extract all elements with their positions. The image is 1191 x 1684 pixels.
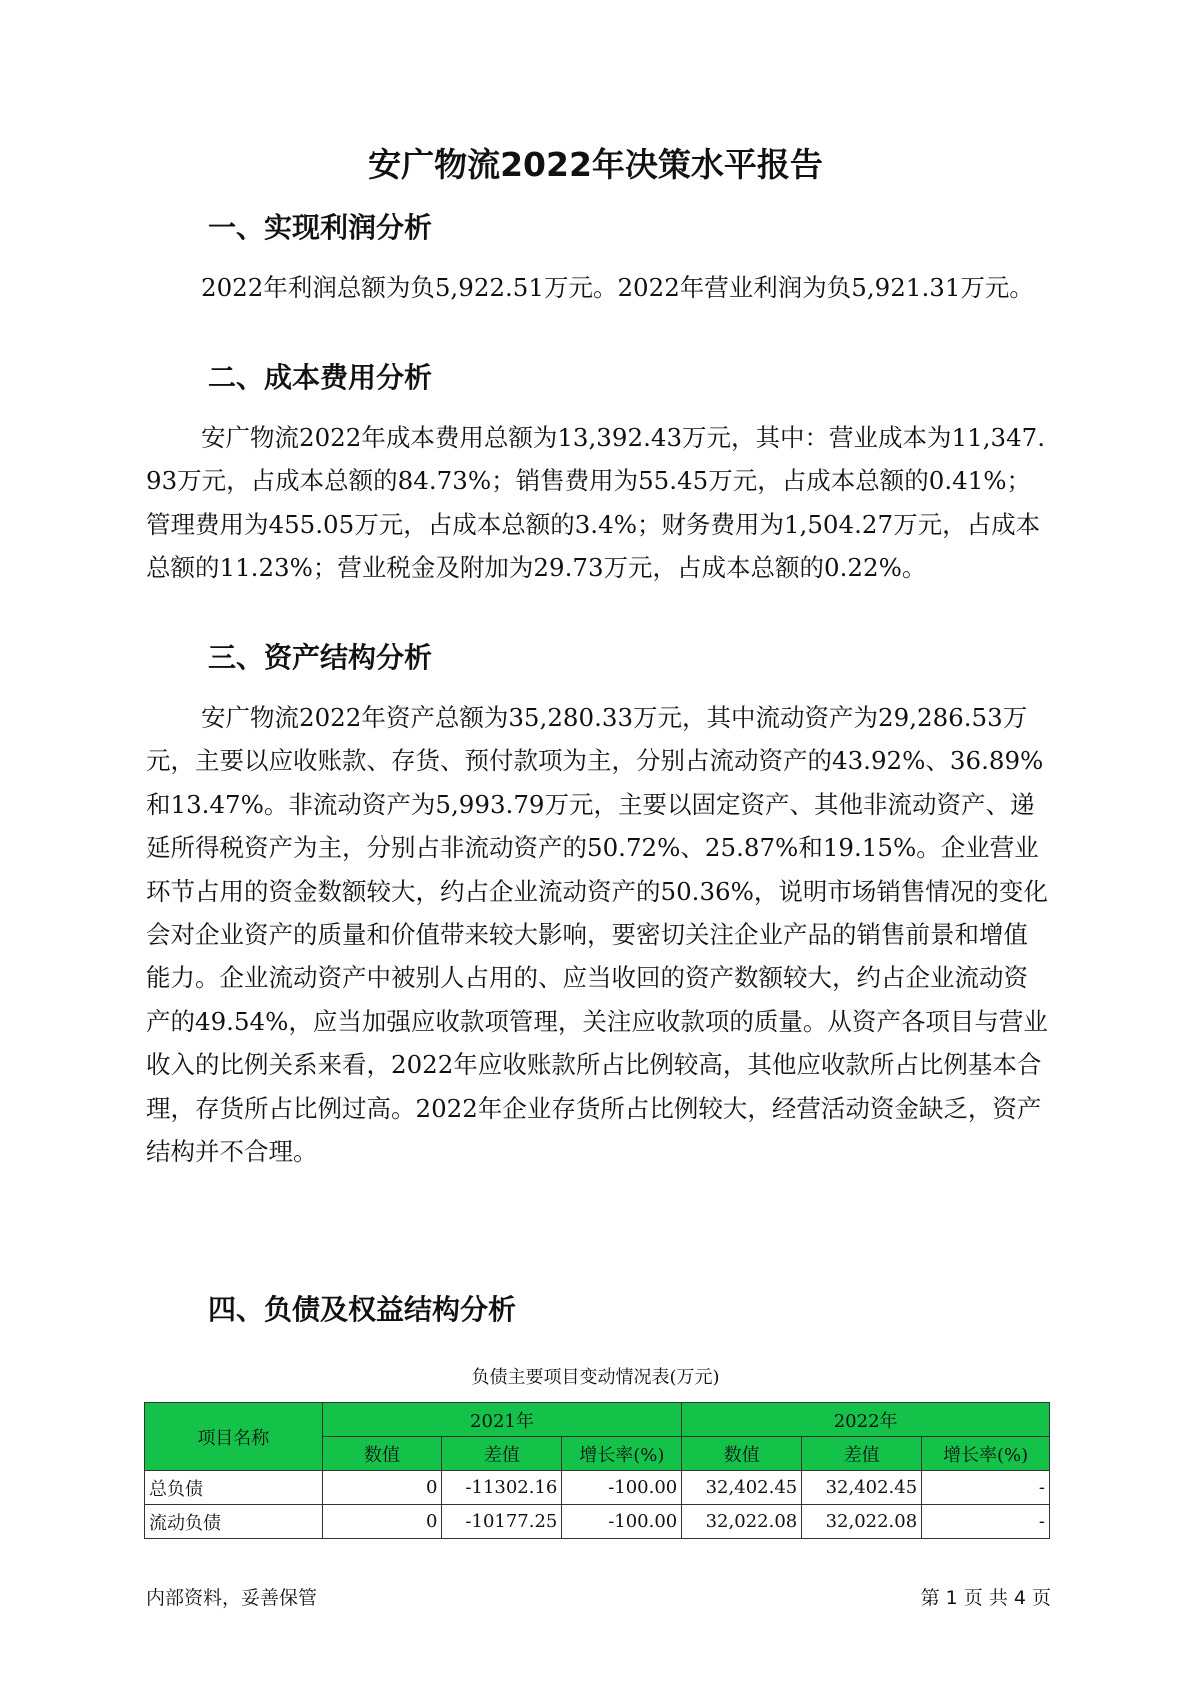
column-header-diff-2021: 差值: [442, 1437, 562, 1471]
section-heading-liabilities: 四、负债及权益结构分析: [208, 1293, 517, 1326]
section-heading-cost: 二、成本费用分析: [208, 361, 433, 394]
table-cell: -100.00: [562, 1505, 682, 1539]
table-cell: 0: [322, 1471, 442, 1505]
table-cell: -: [922, 1471, 1050, 1505]
column-header-value-2021: 数值: [322, 1437, 442, 1471]
table-cell: 32,402.45: [682, 1471, 802, 1505]
table-cell-name: 总负债: [145, 1471, 323, 1505]
liabilities-table: [144, 1402, 1050, 1539]
table-row: [145, 1471, 1050, 1505]
table-row: [145, 1505, 1050, 1539]
column-header-growth-2022: 增长率(%): [922, 1437, 1050, 1471]
section-paragraph-profit: 2022年利润总额为负5,922.51万元。2022年营业利润为负5,921.31万元。: [201, 273, 1034, 302]
table-cell: -: [922, 1505, 1050, 1539]
table-cell: -100.00: [562, 1471, 682, 1505]
section-paragraph-assets: 安广物流2022年资产总额为35,280.33万元，其中流动资产为29,286.53万元，主要以应收账款、存货、预付款项为主，分别占流动资产的43.92%、36.89%和13.47%。非流动资产为5,993.79万元，主要以固定资产、其他非流动资产、递延所得税资产为主，分别占非流动资产的50.72%、25.87%和19.15%。企业营业环节占用的资金数额较大，约占企业流动资产的50.36%，说明市场销售情况的变化会对企业资产的质量和价值带来较大影响，要密切关注企业产品的销售前景和增值能力。企业流动资产中被别人占用的、应当收回的资产数额较大，约占企业流动资产的49.54%，应当加强应收款项管理，关注应收款项的质量。从资产各项目与营业收入的比例关系来看，2022年应收账款所占比例较高，其他应收款所占比例基本合理，存货所占比例过高。2022年企业存货所占比例较大，经营活动资金缺乏，资产结构并不合理。: [146, 703, 1048, 1167]
column-header-value-2022: 数值: [682, 1437, 802, 1471]
column-header-item-name: 项目名称: [145, 1403, 323, 1471]
section-paragraph-cost: 安广物流2022年成本费用总额为13,392.43万元，其中：营业成本为11,347.93万元，占成本总额的84.73%；销售费用为55.45万元，占成本总额的0.41%；管理费用为455.05万元，占成本总额的3.4%；财务费用为1,504.27万元，占成本总额的11.23%；营业税金及附加为29.73万元，占成本总额的0.22%。: [146, 423, 1046, 583]
footer-confidential-note: 内部资料，妥善保管: [146, 1587, 318, 1609]
table-cell: 32,022.08: [802, 1505, 922, 1539]
table-cell: -11302.16: [442, 1471, 562, 1505]
table-caption: 负债主要项目变动情况表(万元): [471, 1367, 720, 1388]
footer-page-number: 第 1 页 共 4 页: [920, 1587, 1051, 1609]
section-heading-profit: 一、实现利润分析: [208, 211, 433, 244]
column-header-growth-2021: 增长率(%): [562, 1437, 682, 1471]
page-title: 安广物流2022年决策水平报告: [368, 145, 823, 184]
table-cell: 32,022.08: [682, 1505, 802, 1539]
table-cell: 32,402.45: [802, 1471, 922, 1505]
column-header-year-2022: 2022年: [682, 1403, 1050, 1437]
section-heading-assets: 三、资产结构分析: [208, 641, 433, 674]
table-cell: -10177.25: [442, 1505, 562, 1539]
table-cell: 0: [322, 1505, 442, 1539]
column-header-diff-2022: 差值: [802, 1437, 922, 1471]
column-header-year-2021: 2021年: [322, 1403, 682, 1437]
table-cell-name: 流动负债: [145, 1505, 323, 1539]
